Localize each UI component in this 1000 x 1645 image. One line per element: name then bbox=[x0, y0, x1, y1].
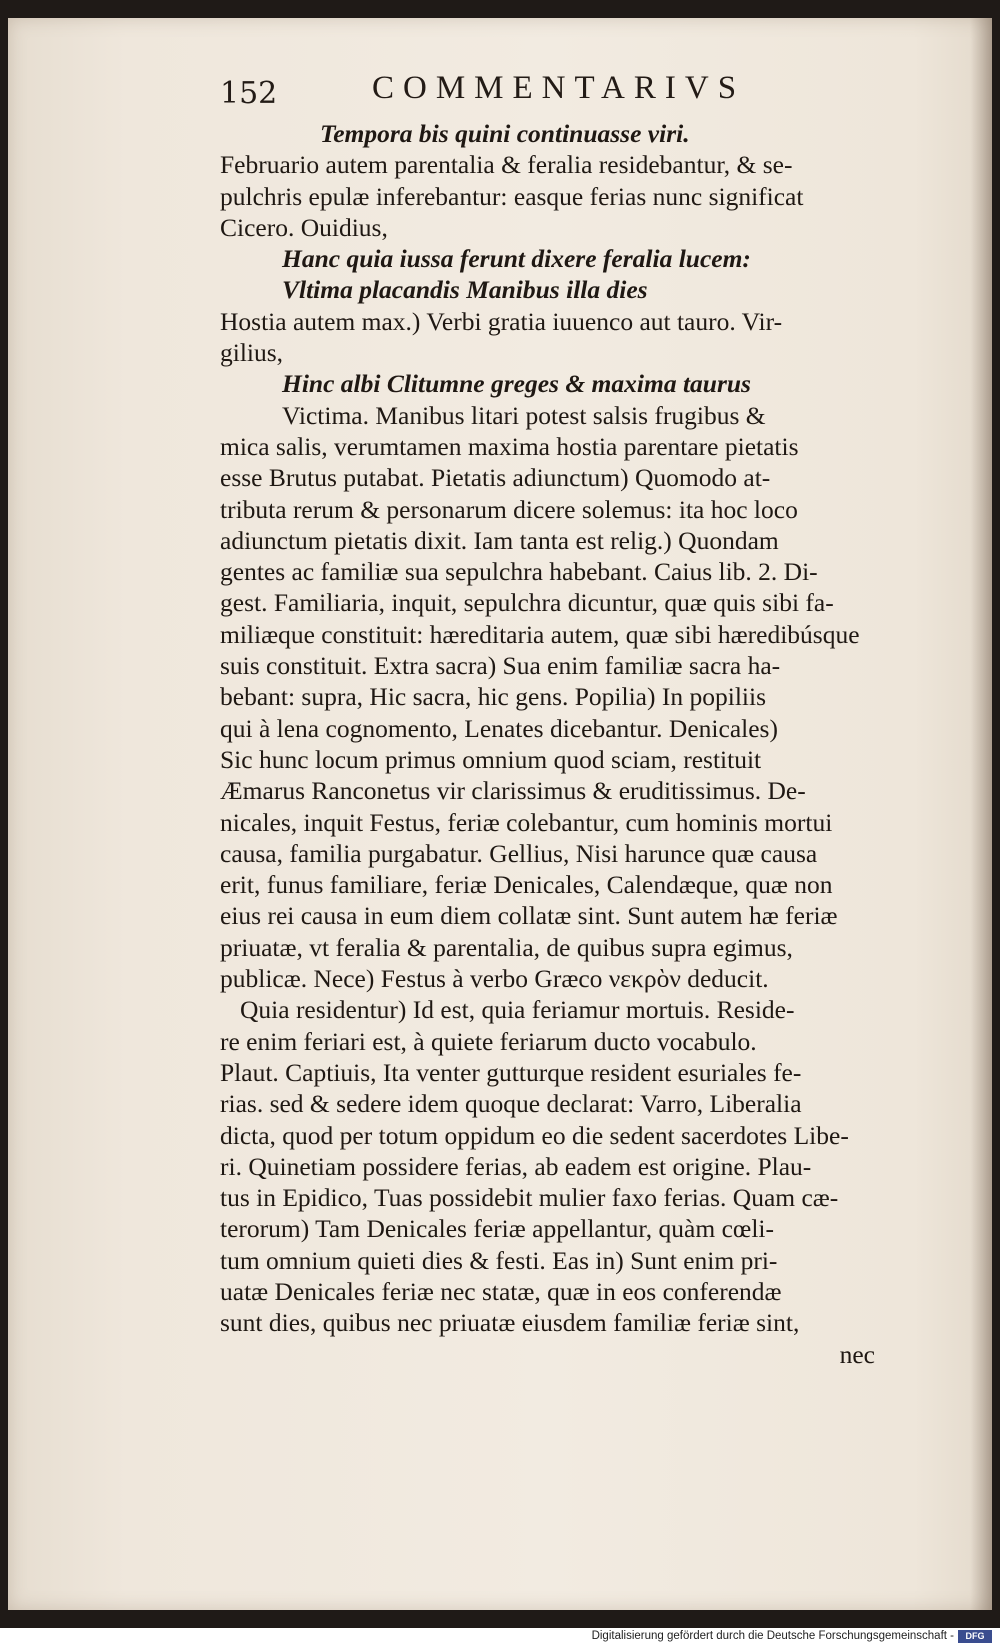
text-line: re enim feriari est, à quiete feriarum ducto vocabulo. bbox=[220, 1026, 757, 1056]
text-line: tus in Epidico, Tuas possidebit mulier faxo ferias. Quam cæ- bbox=[220, 1183, 839, 1213]
text-line: qui à lena cognomento, Lenates dicebantur. Denicales) bbox=[220, 713, 778, 743]
text-line: Februario autem parentalia & feralia residebantur, & se- bbox=[220, 150, 793, 180]
verse-line: Hanc quia iussa ferunt dixere feralia lucem: bbox=[282, 244, 751, 274]
text-line: rias. sed & sedere idem quoque declarat: Varro, Liberalia bbox=[220, 1089, 802, 1119]
page-edge-shadow bbox=[970, 18, 992, 1610]
verse-line: Hinc albi Clitumne greges & maxima taurus bbox=[282, 369, 751, 399]
text-line: terorum) Tam Denicales feriæ appellantur, quàm cœli- bbox=[220, 1214, 774, 1244]
text-line: erit, funus familiare, feriæ Denicales, Calendæque, quæ non bbox=[220, 870, 833, 900]
text-line: suis constituit. Extra sacra) Sua enim familiæ sacra ha- bbox=[220, 651, 781, 681]
dfg-logo: DFG bbox=[958, 1630, 992, 1643]
text-line: Sic hunc locum primus omnium quod sciam, restituit bbox=[220, 744, 762, 774]
text-line: adiunctum pietatis dixit. Iam tanta est relig.) Quondam bbox=[220, 525, 779, 555]
text-line: publicæ. Nece) Festus à verbo Græco νεκρὸν deducit. bbox=[220, 964, 769, 994]
text-line: esse Brutus putabat. Pietatis adiunctum) Quomodo at- bbox=[220, 463, 771, 493]
funding-notice: Digitalisierung gefördert durch die Deutsche Forschungsgemeinschaft - bbox=[591, 1630, 954, 1642]
page-header bbox=[220, 64, 920, 114]
text-line: miliæque constituit: hæreditaria autem, quæ sibi hæredibúsque bbox=[220, 619, 860, 649]
text-line: Plaut. Captiuis, Ita venter gutturque resident esuriales fe- bbox=[220, 1057, 802, 1087]
text-line: Æmarus Ranconetus vir clarissimus & eruditissimus. De- bbox=[220, 776, 806, 806]
text-line: gest. Familiaria, inquit, sepulchra dicuntur, quæ quis sibi fa- bbox=[220, 588, 834, 618]
text-line: Quia residentur) Id est, quia feriamur mortuis. Reside- bbox=[240, 995, 795, 1025]
text-line: sunt dies, quibus nec priuatæ eiusdem familiæ feriæ sint, bbox=[220, 1308, 800, 1338]
text-line: eius rei causa in eum diem collatæ sint. Sunt autem hæ feriæ bbox=[220, 901, 838, 931]
text-line: uatæ Denicales feriæ nec statæ, quæ in eos conferendæ bbox=[220, 1276, 782, 1306]
catchword: nec bbox=[839, 1339, 875, 1369]
text-line: nicales, inquit Festus, feriæ colebantur, cum hominis mortui bbox=[220, 807, 833, 837]
text-line: causa, familia purgabatur. Gellius, Nisi harunce quæ causa bbox=[220, 838, 818, 868]
text-line: bebant: supra, Hic sacra, hic gens. Popilia) In popiliis bbox=[220, 682, 766, 712]
text-line: Tempora bis quini continuasse viri. bbox=[320, 119, 690, 148]
text-line: Hostia autem max.) Verbi gratia iuuenco aut tauro. Vir- bbox=[220, 306, 783, 336]
text-line: pulchris epulæ inferebantur: easque ferias nunc significat bbox=[220, 181, 804, 211]
page-number: 152 bbox=[220, 76, 278, 111]
text-line: Victima. Manibus litari potest salsis frugibus & bbox=[282, 400, 766, 430]
text-line: ri. Quinetiam possidere ferias, ab eadem est origine. Plau- bbox=[220, 1151, 812, 1181]
text-line: tum omnium quieti dies & festi. Eas in) Sunt enim pri- bbox=[220, 1245, 778, 1275]
verse-line: Vltima placandis Manibus illa dies bbox=[282, 275, 648, 305]
text-line: gentes ac familiæ sua sepulchra habebant. Caius lib. 2. Di- bbox=[220, 557, 818, 587]
text-line: priuatæ, vt feralia & parentalia, de quibus supra egimus, bbox=[220, 932, 793, 962]
running-head: COMMENTARIVS bbox=[372, 70, 746, 106]
text-line: Cicero. Ouidius, bbox=[220, 212, 388, 242]
text-line: gilius, bbox=[220, 338, 284, 368]
commentary-text bbox=[220, 118, 945, 1370]
text-line: dicta, quod per totum oppidum eo die sedent sacerdotes Libe- bbox=[220, 1120, 849, 1150]
text-line: tributa rerum & personarum dicere solemus: ita hoc loco bbox=[220, 494, 798, 524]
text-line: mica salis, verumtamen maxima hostia parentare pietatis bbox=[220, 431, 799, 461]
